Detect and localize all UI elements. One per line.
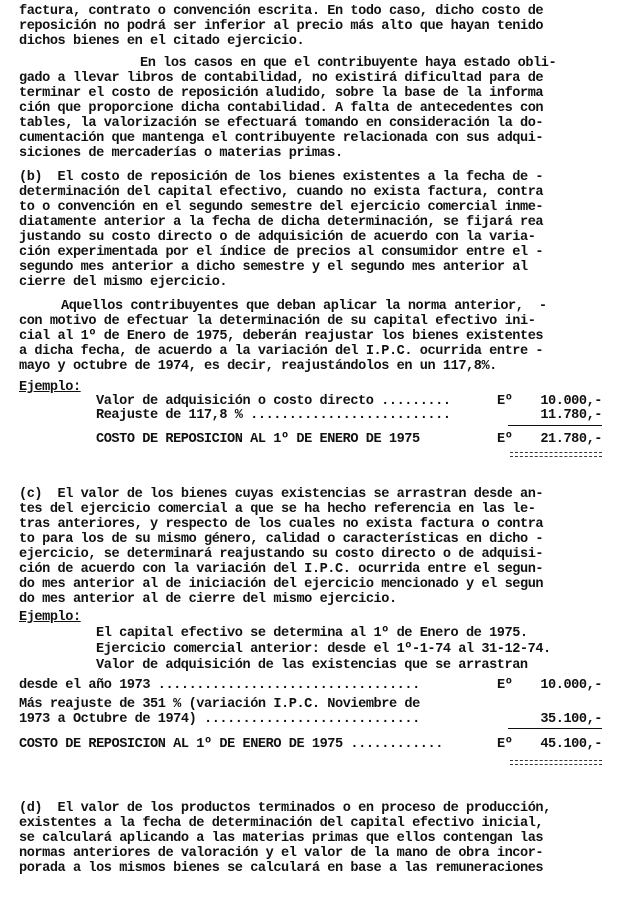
text-line: con motivo de efectuar la determinación de su capital efectivo ini- — [19, 314, 536, 329]
row-currency: Eº — [497, 394, 513, 409]
text-line: ejercicio, se determinará reajustando su costo directo o de adquisi- — [19, 547, 544, 562]
row-description: desde el año 1973 .................................. — [19, 678, 420, 693]
text-line: En los casos en que el contribuyente haya estado obli- — [140, 56, 557, 71]
text-line: reposición no podrá ser inferior al precio más alto que hayan tenido — [19, 19, 544, 34]
total-description: COSTO DE REPOSICION AL 1º DE ENERO DE 1975 ............ — [19, 737, 443, 752]
text-line: factura, contrato o convención escrita. En todo caso, dicho costo de — [19, 4, 544, 19]
total-double-rule — [510, 760, 602, 765]
text-line: terminar el costo de reposición aludido, sobre la base de la informa — [19, 86, 544, 101]
total-amount: 21.780,- — [540, 432, 602, 447]
row-amount: 10.000,- — [540, 678, 602, 693]
total-currency: Eº — [497, 432, 513, 447]
example-label: Ejemplo: — [19, 610, 81, 625]
text-line: do mes anterior al de iniciación del ejercicio mencionado y el segun — [19, 577, 544, 592]
example-label: Ejemplo: — [19, 380, 81, 395]
text-line: Ejercicio comercial anterior: desde el 1º-1-74 al 31-12-74. — [96, 642, 551, 657]
text-line: to o convención en el segundo semestre del ejercicio comercial inme- — [19, 200, 544, 215]
total-description: COSTO DE REPOSICION AL 1º DE ENERO DE 1975 — [96, 432, 420, 447]
text-line: cierre del mismo ejercicio. — [19, 275, 228, 290]
text-line: Aquellos contribuyentes que deban aplicar la norma anterior, - — [61, 299, 547, 314]
text-line: tras anteriores, y respecto de los cuales no exista factura o contra — [19, 517, 544, 532]
text-line: diatamente anterior a la fecha de dicha determinación, se fijará rea — [19, 215, 544, 230]
text-line: gado a llevar libros de contabilidad, no existirá dificultad para de — [19, 71, 544, 86]
text-line: ción experimentada por el índice de precios al consumidor entre el - — [19, 245, 544, 260]
text-line: ción de acuerdo con la variación del I.P.C. ocurrida entre el segun- — [19, 562, 544, 577]
text-line: se calculará aplicando a las materias primas que ellos contengan las — [19, 831, 544, 846]
text-line: ción que proporcione dicha contabilidad. A falta de antecedentes con — [19, 101, 544, 116]
row-amount: 11.780,- — [540, 408, 602, 423]
text-line: tables, la valorización se efectuará tomando en consideración la do- — [19, 116, 544, 131]
text-line: a dicha fecha, de acuerdo a la variación del I.P.C. ocurrida entre - — [19, 344, 544, 359]
text-line: determinación del capital efectivo, cuando no exista factura, contra — [19, 185, 544, 200]
row-description: Reajuste de 117,8 % .......................... — [96, 408, 451, 423]
row-amount: 10.000,- — [540, 394, 602, 409]
text-line: to para los de su mismo género, calidad o características en dicho - — [19, 532, 544, 547]
text-line: justando su costo directo o de adquisición de acuerdo con la varia- — [19, 230, 536, 245]
text-line: (b) El costo de reposición de los bienes existentes a la fecha de - — [19, 170, 544, 185]
text-line: existentes a la fecha de determinación del capital efectivo inicial, — [19, 816, 544, 831]
row-description: 1973 a Octubre de 1974) ............................ — [19, 712, 420, 727]
total-currency: Eº — [497, 737, 513, 752]
text-line: dichos bienes en el citado ejercicio. — [19, 34, 305, 49]
text-line: tes del ejercicio comercial a que se ha hecho referencia en las le- — [19, 502, 536, 517]
row-description: Valor de adquisición o costo directo ......... — [96, 394, 451, 409]
text-line: cumentación que mantenga el contribuyente relacionada con sus adqui- — [19, 131, 544, 146]
text-line: mayo y octubre de 1974, es decir, reajustándolos en un 117,8%. — [19, 359, 497, 374]
text-line: (d) El valor de los productos terminados o en proceso de producción, — [19, 801, 551, 816]
row-currency: Eº — [497, 678, 513, 693]
row-amount: 35.100,- — [540, 712, 602, 727]
text-line: siciones de mercaderías o materias primas. — [19, 146, 343, 161]
text-line: do mes anterior al de cierre del mismo ejercicio. — [19, 592, 397, 607]
text-line: cial al 1º de Enero de 1975, deberán reajustar los bienes existentes — [19, 329, 544, 344]
text-line: segundo mes anterior a dicho semestre y el segundo mes anterior al — [19, 260, 528, 275]
text-line: porada a los mismos bienes se calculará en base a las remuneraciones — [19, 861, 544, 876]
text-line: normas anteriores de valoración y el valor de la mano de obra incor- — [19, 846, 544, 861]
subtotal-rule — [508, 425, 602, 426]
text-line: El capital efectivo se determina al 1º de Enero de 1975. — [96, 626, 528, 641]
row-description: Más reajuste de 351 % (variación I.P.C. Noviembre de — [19, 697, 420, 712]
total-amount: 45.100,- — [540, 737, 602, 752]
subtotal-rule — [508, 728, 602, 729]
total-double-rule — [510, 452, 602, 457]
text-line: (c) El valor de los bienes cuyas existencias se arrastran desde an- — [19, 487, 544, 502]
text-line: Valor de adquisición de las existencias que se arrastran — [96, 658, 528, 673]
